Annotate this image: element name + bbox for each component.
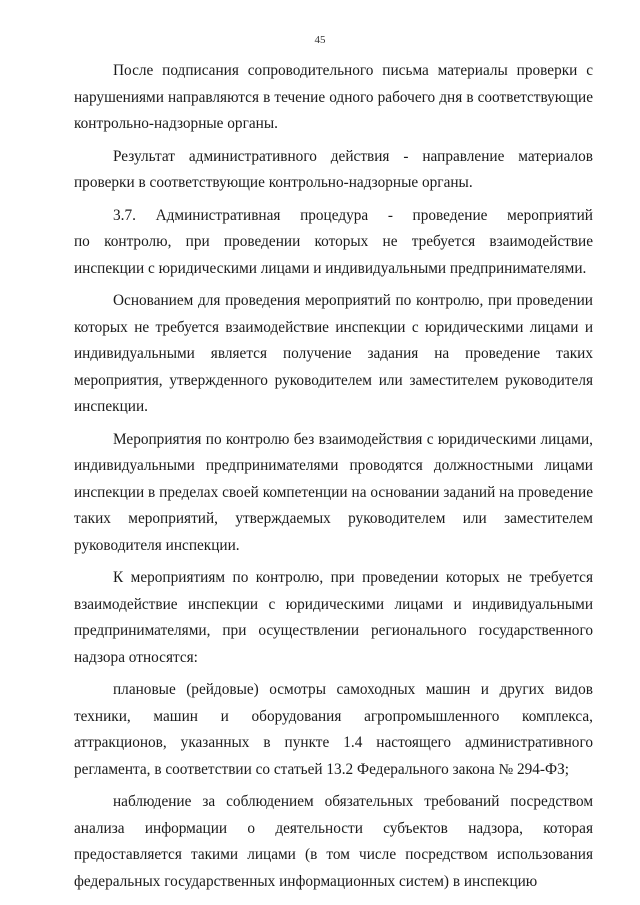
section-heading-word: проведение	[412, 206, 488, 224]
paragraph-measures-list-intro: К мероприятиям по контролю, при проведении которых не требуется взаимодействие инспекции с юридическими лицами и индивидуальными предпринимателями, при осуществлении регионального государственного надзора относятся:	[74, 569, 593, 666]
document-body	[74, 58, 593, 895]
section-heading-rest: по контролю, при проведении которых не требуется взаимодействие инспекции с юридическими лицами и индивидуальными предпринимателями.	[74, 233, 593, 277]
paragraph-observation: наблюдение за соблюдением обязательных требований посредством анализа информации о деятельности субъектов надзора, которая предоставляется такими лицами (в том числе посредством использования федеральных государственных информационных систем) в инспекцию	[74, 793, 593, 890]
section-number: 3.7.	[113, 206, 136, 224]
page-number: 45	[314, 34, 326, 46]
section-heading-word: процедура	[300, 206, 369, 224]
paragraph-planned-inspections: плановые (рейдовые) осмотры самоходных машин и других видов техники, машин и оборудования агропромышленного комплекса, аттракционов, указанных в пункте 1.4 настоящего административного регламента, в соответствии со статьей 13.2 Федерального закона № 294-ФЗ;	[74, 681, 593, 778]
paragraph-grounds: Основанием для проведения мероприятий по контролю, при проведении которых не требуется взаимодействие инспекции с юридическими лицами и индивидуальными является получение задания на проведение таких мероприятия, утвержденного руководителем или заместителем руководителя инспекции.	[74, 292, 593, 415]
section-heading-word: -	[387, 206, 393, 224]
paragraph-letter-sending: После подписания сопроводительного письма материалы проверки с нарушениями направляются в течение одного рабочего дня в соответствующие контрольно-надзорные органы.	[74, 62, 593, 132]
section-heading-line	[74, 203, 593, 230]
section-heading-word: Административная	[155, 206, 281, 224]
paragraph-control-measures: Мероприятия по контролю без взаимодействия с юридическими лицами, индивидуальными предпринимателями проводятся должностными лицами инспекции в пределах своей компетенции на основании заданий на проведение таких мероприятий, утверждаемых руководителем или заместителем руководителя инспекции.	[74, 430, 593, 554]
paragraph-action-result: Результат административного действия - направление материалов проверки в соответствующие контрольно-надзорные органы.	[74, 147, 593, 191]
section-heading-word: мероприятий	[507, 206, 593, 224]
